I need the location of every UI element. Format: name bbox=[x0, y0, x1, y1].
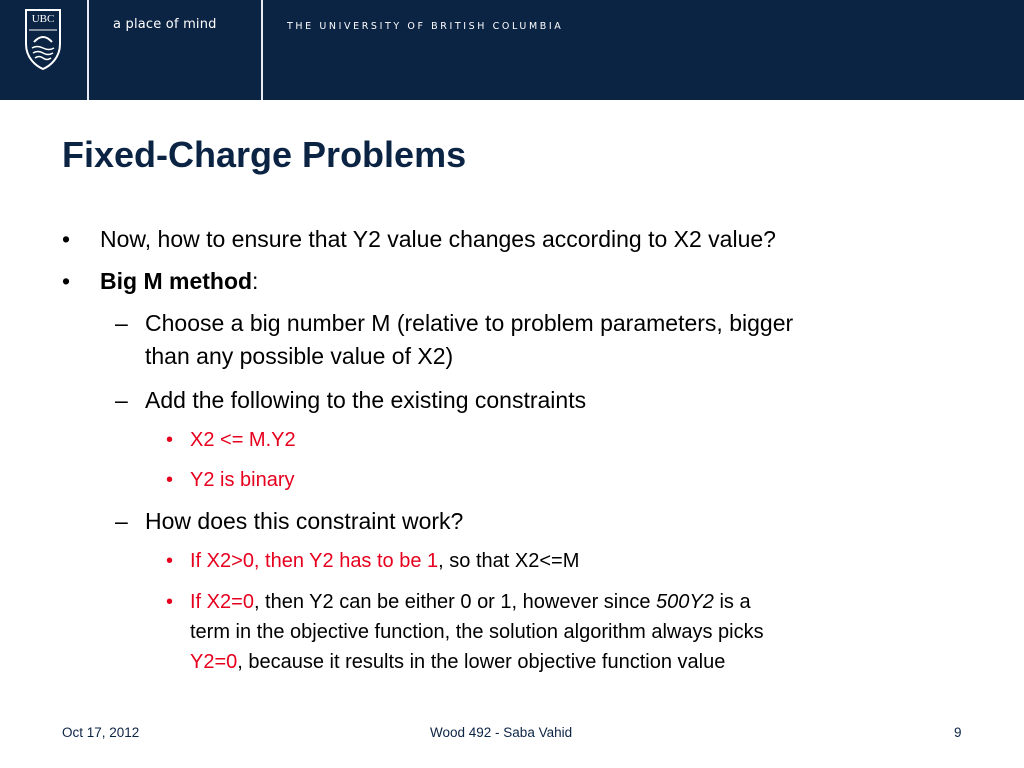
big-m-label: Big M method bbox=[100, 268, 253, 294]
bullet-dot-icon: • bbox=[62, 226, 71, 252]
if2-line3-red: Y2=0 bbox=[190, 651, 238, 673]
footer-page-number: 9 bbox=[954, 725, 962, 740]
dash-icon: – bbox=[115, 310, 128, 336]
if2-mid: , then Y2 can be either 0 or 1, however since bbox=[253, 591, 657, 613]
bullet-dot-icon: • bbox=[62, 268, 71, 294]
if2-line3-rest: , because it results in the lower objective function value bbox=[237, 651, 726, 673]
ubc-header-bar bbox=[0, 0, 1024, 100]
bullet-dot-icon: • bbox=[166, 591, 174, 613]
university-name: THE UNIVERSITY OF BRITISH COLUMBIA bbox=[287, 21, 564, 32]
explanation-2-line3 bbox=[190, 651, 725, 674]
footer-course: Wood 492 - Saba Vahid bbox=[430, 725, 573, 740]
constraint-2: Y2 is binary bbox=[190, 469, 295, 491]
dash-icon: – bbox=[115, 508, 128, 534]
explanation-1 bbox=[190, 550, 579, 573]
bullet-choose-line2: than any possible value of X2) bbox=[145, 343, 454, 369]
footer-date: Oct 17, 2012 bbox=[62, 725, 140, 740]
header-divider bbox=[87, 0, 89, 100]
bullet-choose-line1: Choose a big number M (relative to problem parameters, bigger bbox=[145, 310, 794, 336]
if1-rest: , so that X2<=M bbox=[438, 550, 580, 572]
tagline: a place of mind bbox=[113, 17, 217, 32]
bullet-add: Add the following to the existing constraints bbox=[145, 387, 587, 413]
explanation-2-line2: term in the objective function, the solution algorithm always picks bbox=[190, 621, 764, 643]
logo-text: UBC bbox=[31, 13, 55, 25]
bullet-how: How does this constraint work? bbox=[145, 508, 464, 534]
if2-red: If X2=0 bbox=[190, 591, 254, 613]
ubc-crest-logo bbox=[24, 8, 62, 70]
if2-italic: 500Y2 bbox=[656, 591, 714, 613]
big-m-colon: : bbox=[252, 268, 259, 294]
bullet-dot-icon: • bbox=[166, 429, 174, 451]
bullet-question: Now, how to ensure that Y2 value changes according to X2 value? bbox=[100, 226, 776, 252]
if1-red: If X2>0, then Y2 has to be 1 bbox=[190, 550, 439, 572]
explanation-2-line1 bbox=[190, 591, 751, 614]
header-divider bbox=[261, 0, 263, 100]
if2-end: is a bbox=[713, 591, 751, 613]
constraint-1: X2 <= M.Y2 bbox=[190, 429, 296, 451]
slide-title: Fixed-Charge Problems bbox=[62, 134, 467, 175]
bullet-dot-icon: • bbox=[166, 469, 174, 491]
dash-icon: – bbox=[115, 387, 128, 413]
bullet-dot-icon: • bbox=[166, 550, 174, 572]
bullet-big-m bbox=[100, 268, 258, 295]
